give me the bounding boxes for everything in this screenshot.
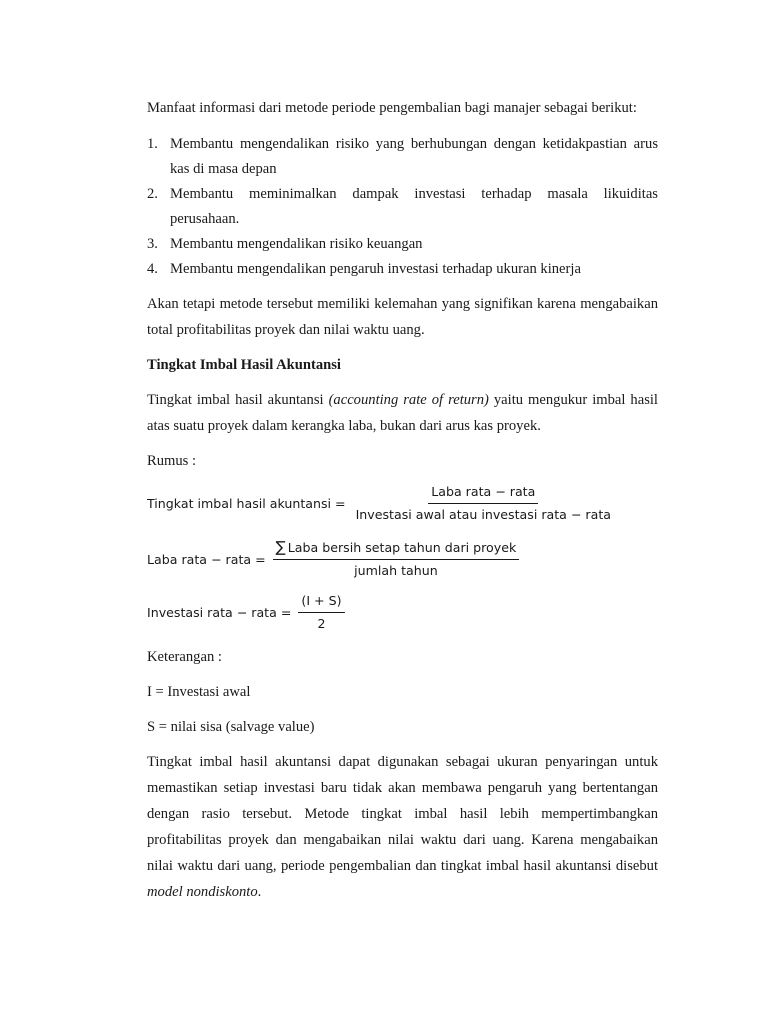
formula-arr [147,483,658,524]
definition-term: (accounting rate of return) [328,392,489,408]
fraction-denominator: 2 [317,616,326,631]
document-page [147,95,658,905]
list-text: Membantu mengendalikan risiko yang berhubungan dengan ketidakpastian arus [170,136,658,152]
list-item [147,232,658,257]
fraction-numerator [273,538,520,560]
formula-lhs: Investasi rata − rata = [147,605,292,620]
legend-item-s: S = nilai sisa (salvage value) [147,719,315,735]
formula-lhs: Tingkat imbal hasil akuntansi = [147,496,346,511]
formula-average-investment [147,592,658,633]
list-text: Membantu mengendalikan risiko keuangan [170,236,423,252]
fraction-numerator: Laba rata − rata [428,483,538,504]
formula-fraction [353,483,614,524]
weakness-paragraph: Akan tetapi metode tersebut memiliki kelemahan yang signifikan karena mengabaikan total profitabilitas proyek dan nilai waktu uang. [147,296,658,338]
sigma-symbol: ∑ [275,538,286,556]
fraction-numerator: (I + S) [298,592,344,613]
closing-end: . [257,884,262,900]
list-number: 4. [147,261,158,277]
list-item [147,132,658,182]
list-item [147,182,658,232]
closing-term: model nondiskonto [147,884,258,900]
formula-fraction [273,538,520,580]
fraction-denominator: Investasi awal atau investasi rata − rata [355,507,611,522]
intro-paragraph: Manfaat informasi dari metode periode pengembalian bagi manajer sebagai berikut: [147,100,637,116]
closing-text: Tingkat imbal hasil akuntansi dapat digunakan sebagai ukuran penyaringan untuk memastikan setiap investasi baru tidak akan membawa pengaruh yang bertentangan dengan rasio tersebut. Metode tingkat imbal hasil lebih mempertimbangkan profitabilitas proyek dan mengabaikan nilai waktu dari uang. Karena mengabaikan nilai waktu dari uang, periode pengembalian dan tingkat imbal hasil akuntansi disebut [147,754,658,874]
formula-lhs: Laba rata − rata = [147,551,266,567]
list-text-cont: kas di masa depan [170,161,277,177]
definition-paragraph [147,387,658,439]
section-heading: Tingkat Imbal Hasil Akuntansi [147,357,341,373]
list-item [147,257,658,282]
definition-text-end: yaitu mengukur imbal hasil atas suatu proyek dalam kerangka laba, bukan dari arus kas proyek. [147,392,658,434]
rumus-label: Rumus : [147,453,197,469]
numerator-text: Laba bersih setap tahun dari proyek [287,540,517,555]
legend-item-i: I = Investasi awal [147,684,251,700]
benefit-list [147,132,658,282]
list-text-cont: perusahaan. [170,211,240,227]
fraction-denominator: jumlah tahun [354,563,438,578]
list-number: 2. [147,186,158,202]
formula-average-profit [147,538,658,580]
list-text: Membantu meminimalkan dampak investasi terhadap masala likuiditas [170,186,658,202]
list-text: Membantu mengendalikan pengaruh investasi terhadap ukuran kinerja [170,261,581,277]
closing-paragraph [147,749,658,905]
definition-text: Tingkat imbal hasil akuntansi [147,392,329,408]
list-number: 3. [147,236,158,252]
list-number: 1. [147,136,158,152]
formula-fraction [298,592,344,633]
keterangan-label: Keterangan : [147,649,222,665]
